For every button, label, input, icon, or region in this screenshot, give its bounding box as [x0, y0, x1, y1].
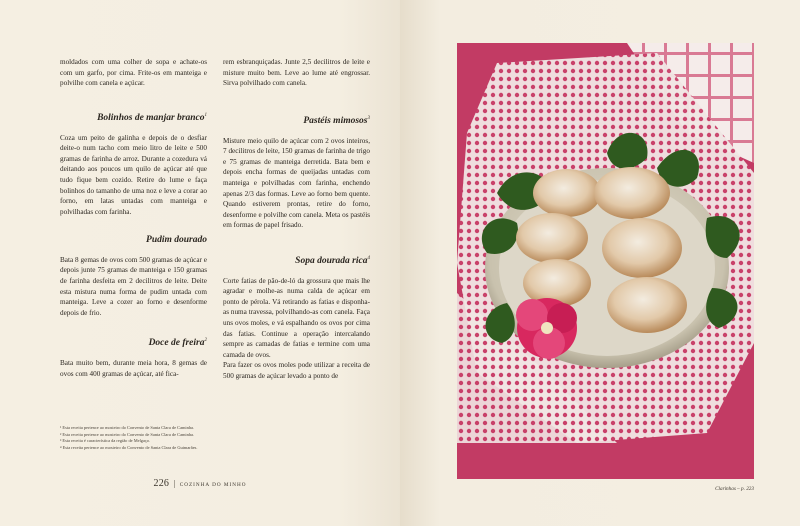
footer-separator: |	[171, 479, 178, 488]
photo-caption: Clarinhas – p. 223	[715, 486, 754, 492]
recipe-body-continued: Para fazer os ovos moles pode utilizar a receita de 500 gramas de açúcar levado a ponto de	[223, 361, 370, 380]
recipe-title: Doce de freira$^2$	[148, 338, 207, 349]
recipe-body: Bata muito bem, durante meia hora, 8 gemas de ovos com 400 gramas de açúcar, até fica-	[60, 359, 207, 378]
recipe-body: Coza um peito de galinha e depois de o desfiar deite-o num tacho com meio litro de leite e 500 gramas de farinha de arroz. Durante a cozedura vá deitando aos poucos um quilo de açúcar até que tudo fique bem cozido. Retire do lume e faça bolinhos do tamanho de uma noz e leve a corar ao forno, em latas untadas com manteiga e polvilhadas com farinha.	[60, 133, 207, 216]
left-column	[60, 57, 207, 379]
recipe-body: Misture meio quilo de açúcar com 2 ovos inteiros, 7 decilitros de leite, 150 gramas de farinha de trigo e 75 gramas de manteiga derretida. Bata bem e depois encha formas de queijadas untadas com manteiga e polvilhadas com farinha, enchendo apenas 2/3 das formas. Leve ao forno bem quente. Quando estiverem prontas, retire do forno, desenforme e polvilhe com canela. Meta os pastéis em formas de papel frisado.	[223, 136, 370, 230]
right-column	[223, 57, 370, 382]
footnote: ² Esta receita pertence ao mosteiro do Convento de Santa Clara de Caminha.	[60, 431, 195, 437]
recipe-title: Pastéis mimosos$^3$	[303, 115, 370, 126]
photo-illustration	[457, 43, 754, 479]
footnote: ³ Esta receita é característica da região de Melgaço.	[60, 438, 151, 444]
page-number: 226	[153, 478, 170, 489]
continuation-text: moldados com uma colher de sopa e achate-os com um garfo, por cima. Frite-os em manteiga e polvilhe com canela e açúcar.	[60, 58, 207, 88]
page-footer	[0, 478, 400, 489]
recipe-body: Bata 8 gemas de ovos com 500 gramas de açúcar e depois junte 75 gramas de manteiga e 150 gramas de farinha desfeita em 2 decilitros de leite. Deite esta mistura numa forma de pudim untada com manteiga. Leve a cozer ao forno e desenforme depois de frio.	[60, 255, 207, 317]
food-photo	[457, 43, 754, 479]
footnote: ⁴ Esta receita pertence ao mosteiro do Convento de Santa Clara de Guimarães.	[60, 444, 198, 450]
recipe-title: Sopa dourada rica$^4$	[295, 255, 370, 267]
recipe-title: Pudim dourado	[146, 235, 207, 246]
footnotes	[60, 425, 360, 451]
footnote: ¹ Esta receita pertence ao mosteiro do Convento de Santa Clara de Caminha.	[60, 425, 195, 430]
recipe-title: Bolinhos de manjar branco$^1$	[97, 112, 207, 123]
continuation-text: rem esbranquiçadas. Junte 2,5 decilitros de leite e misture muito bem. Leve ao lume até engrossar. Sirva polvilhado com canela.	[223, 58, 370, 88]
running-title: COZINHA DO MINHO	[179, 482, 247, 488]
recipe-body: Corte fatias de pão-de-ló da grossura que mais lhe agradar e molhe-as numa calda de açúcar em ponto de pérola. Vá retirando as fatias e disponha-as numa travessa, polvilhando-as com canela. Faça uns ovos moles, e vá espalhando os ovos por cima das fatias. Continue a operação intercalando sempre as camadas de fatias e termine com uma camada de ovos.	[223, 276, 370, 359]
